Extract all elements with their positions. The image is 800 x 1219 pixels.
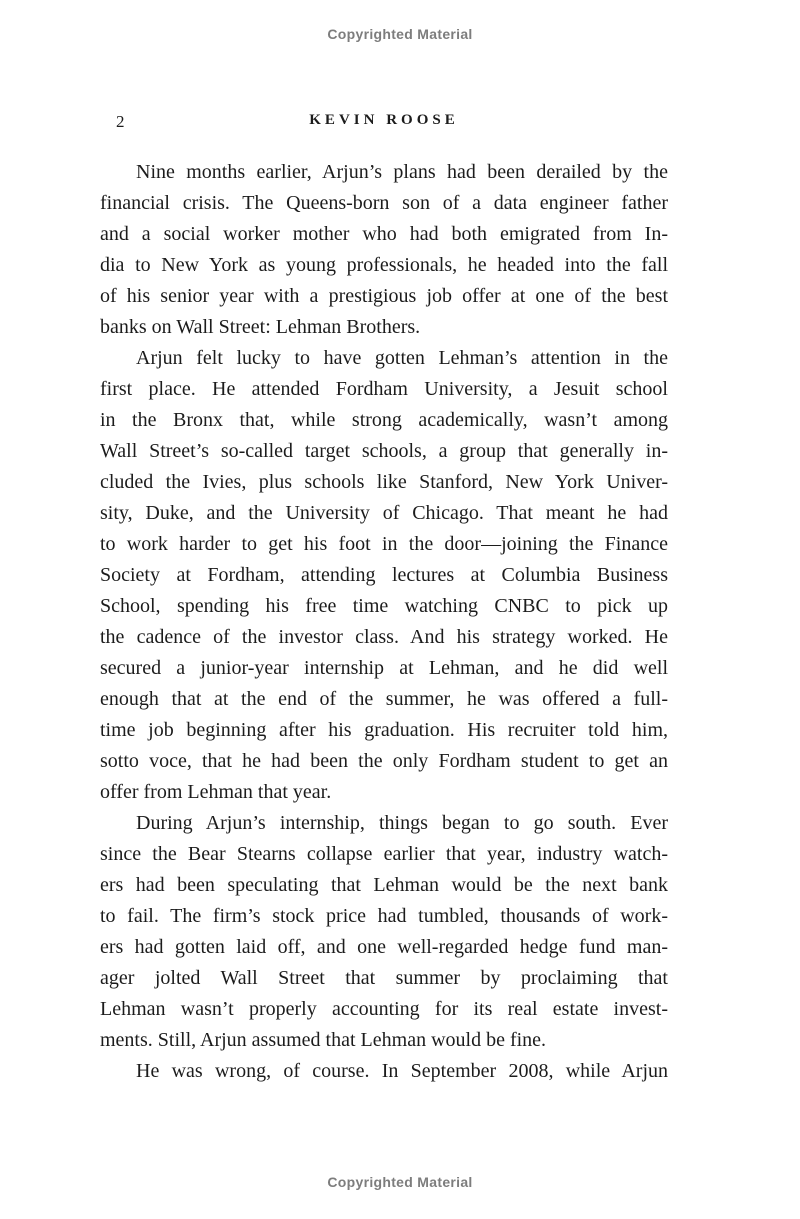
paragraph-4: [100, 1056, 668, 1087]
text-line: sotto voce, that he had been the only Fordham student to get an: [100, 750, 668, 772]
text-line: dia to New York as young professionals, he headed into the fall: [100, 254, 668, 276]
text-line: to work harder to get his foot in the door—joining the Finance: [100, 533, 668, 555]
text-line: During Arjun’s internship, things began to go south. Ever: [136, 812, 668, 834]
text-line: to fail. The firm’s stock price had tumbled, thousands of work-: [100, 905, 668, 927]
text-line: secured a junior-year internship at Lehman, and he did well: [100, 657, 668, 679]
body-text: [100, 157, 668, 1087]
text-line: banks on Wall Street: Lehman Brothers.: [100, 316, 421, 338]
text-line: first place. He attended Fordham University, a Jesuit school: [100, 378, 668, 400]
copyright-watermark-top: Copyrighted Material: [327, 26, 473, 42]
text-line: ager jolted Wall Street that summer by proclaiming that: [100, 967, 668, 989]
text-line: cluded the Ivies, plus schools like Stanford, New York Univer-: [100, 471, 668, 493]
text-line: Nine months earlier, Arjun’s plans had been derailed by the: [136, 161, 668, 183]
paragraph-3: [100, 808, 668, 1056]
text-line: offer from Lehman that year.: [100, 781, 332, 803]
text-line: ments. Still, Arjun assumed that Lehman would be fine.: [100, 1029, 547, 1051]
text-line: ers had gotten laid off, and one well-regarded hedge fund man-: [100, 936, 668, 958]
text-line: since the Bear Stearns collapse earlier that year, industry watch-: [100, 843, 668, 865]
text-line: Arjun felt lucky to have gotten Lehman’s attention in the: [136, 347, 668, 369]
copyright-watermark-bottom: Copyrighted Material: [327, 1174, 473, 1190]
text-line: financial crisis. The Queens-born son of a data engineer father: [100, 192, 668, 214]
text-line: Society at Fordham, attending lectures at Columbia Business: [100, 564, 668, 586]
running-header: KEVIN ROOSE: [309, 112, 459, 128]
text-line: and a social worker mother who had both emigrated from In-: [100, 223, 668, 245]
text-line: Lehman wasn’t properly accounting for its real estate invest-: [100, 998, 668, 1020]
text-line: ers had been speculating that Lehman would be the next bank: [100, 874, 668, 896]
page-header: [100, 112, 668, 134]
text-line: time job beginning after his graduation. His recruiter told him,: [100, 719, 668, 741]
paragraph-2: [100, 343, 668, 808]
text-line: He was wrong, of course. In September 2008, while Arjun: [136, 1060, 668, 1082]
text-line: the cadence of the investor class. And his strategy worked. He: [100, 626, 668, 648]
text-line: sity, Duke, and the University of Chicago. That meant he had: [100, 502, 668, 524]
text-line: Wall Street’s so-called target schools, a group that generally in-: [100, 440, 668, 462]
text-line: School, spending his free time watching CNBC to pick up: [100, 595, 668, 617]
text-line: of his senior year with a prestigious job offer at one of the best: [100, 285, 668, 307]
text-line: in the Bronx that, while strong academically, wasn’t among: [100, 409, 668, 431]
page-number: 2: [116, 112, 125, 131]
text-line: enough that at the end of the summer, he was offered a full-: [100, 688, 668, 710]
paragraph-1: [100, 157, 668, 343]
